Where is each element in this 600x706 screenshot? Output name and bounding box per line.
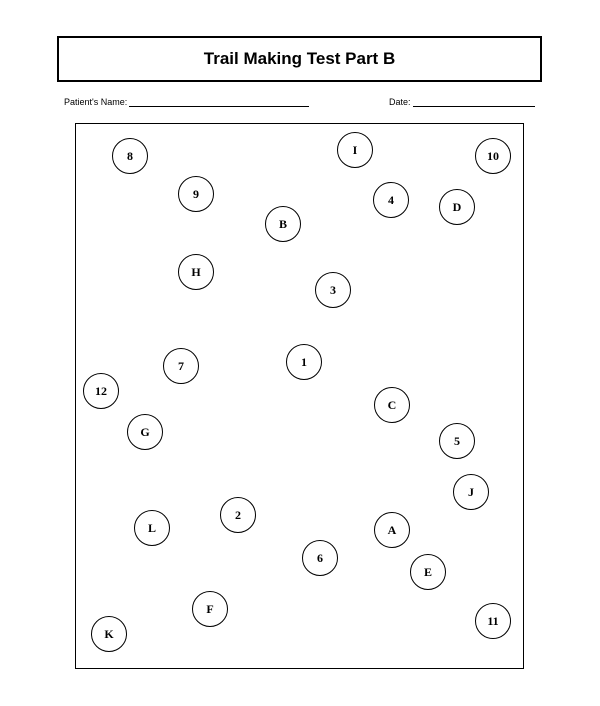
circle-label: 3 <box>330 282 336 297</box>
circle-label: G <box>140 424 150 439</box>
circle-label: 2 <box>235 507 241 522</box>
circle-4[interactable] <box>373 182 409 218</box>
circle-label: 5 <box>454 433 460 448</box>
circle-label: 4 <box>388 192 394 207</box>
circle-5[interactable] <box>439 423 475 459</box>
circle-label: 12 <box>95 383 107 398</box>
date-label: Date: <box>389 97 411 107</box>
circle-D[interactable] <box>439 189 475 225</box>
circle-label: D <box>452 199 462 214</box>
circle-J[interactable] <box>453 474 489 510</box>
circle-label: 1 <box>301 354 307 369</box>
patient-name-label: Patient's Name: <box>64 97 128 107</box>
circle-A[interactable] <box>374 512 410 548</box>
patient-name-line[interactable] <box>129 96 309 107</box>
circle-label: I <box>352 142 358 157</box>
circle-1[interactable] <box>286 344 322 380</box>
circle-label: 7 <box>178 358 184 373</box>
circle-11[interactable] <box>475 603 511 639</box>
circle-G[interactable] <box>127 414 163 450</box>
circle-label: A <box>387 522 397 537</box>
circle-6[interactable] <box>302 540 338 576</box>
circle-label: J <box>468 484 474 499</box>
circle-label: K <box>104 626 114 641</box>
circle-H[interactable] <box>178 254 214 290</box>
circle-label: 6 <box>317 550 323 565</box>
circle-label: 9 <box>193 186 199 201</box>
circle-label: 10 <box>487 148 499 163</box>
circle-label: H <box>191 264 201 279</box>
date-line[interactable] <box>413 96 535 107</box>
circle-10[interactable] <box>475 138 511 174</box>
circle-label: B <box>278 216 287 231</box>
circle-label: C <box>387 397 397 412</box>
circle-9[interactable] <box>178 176 214 212</box>
circle-2[interactable] <box>220 497 256 533</box>
circle-B[interactable] <box>265 206 301 242</box>
circle-C[interactable] <box>374 387 410 423</box>
patient-name-field[interactable] <box>64 96 309 107</box>
circle-F[interactable] <box>192 591 228 627</box>
circle-E[interactable] <box>410 554 446 590</box>
circle-L[interactable] <box>134 510 170 546</box>
circle-7[interactable] <box>163 348 199 384</box>
date-field[interactable] <box>389 96 535 107</box>
circle-label: E <box>423 564 432 579</box>
circle-label: 8 <box>127 148 133 163</box>
test-title-box <box>57 36 542 82</box>
circle-I[interactable] <box>337 132 373 168</box>
circle-label: F <box>206 601 214 616</box>
circle-12[interactable] <box>83 373 119 409</box>
circle-K[interactable] <box>91 616 127 652</box>
circle-label: L <box>147 520 156 535</box>
circle-3[interactable] <box>315 272 351 308</box>
test-area <box>75 123 524 669</box>
circle-label: 11 <box>487 613 499 628</box>
test-title: Trail Making Test Part B <box>203 49 396 68</box>
circle-8[interactable] <box>112 138 148 174</box>
